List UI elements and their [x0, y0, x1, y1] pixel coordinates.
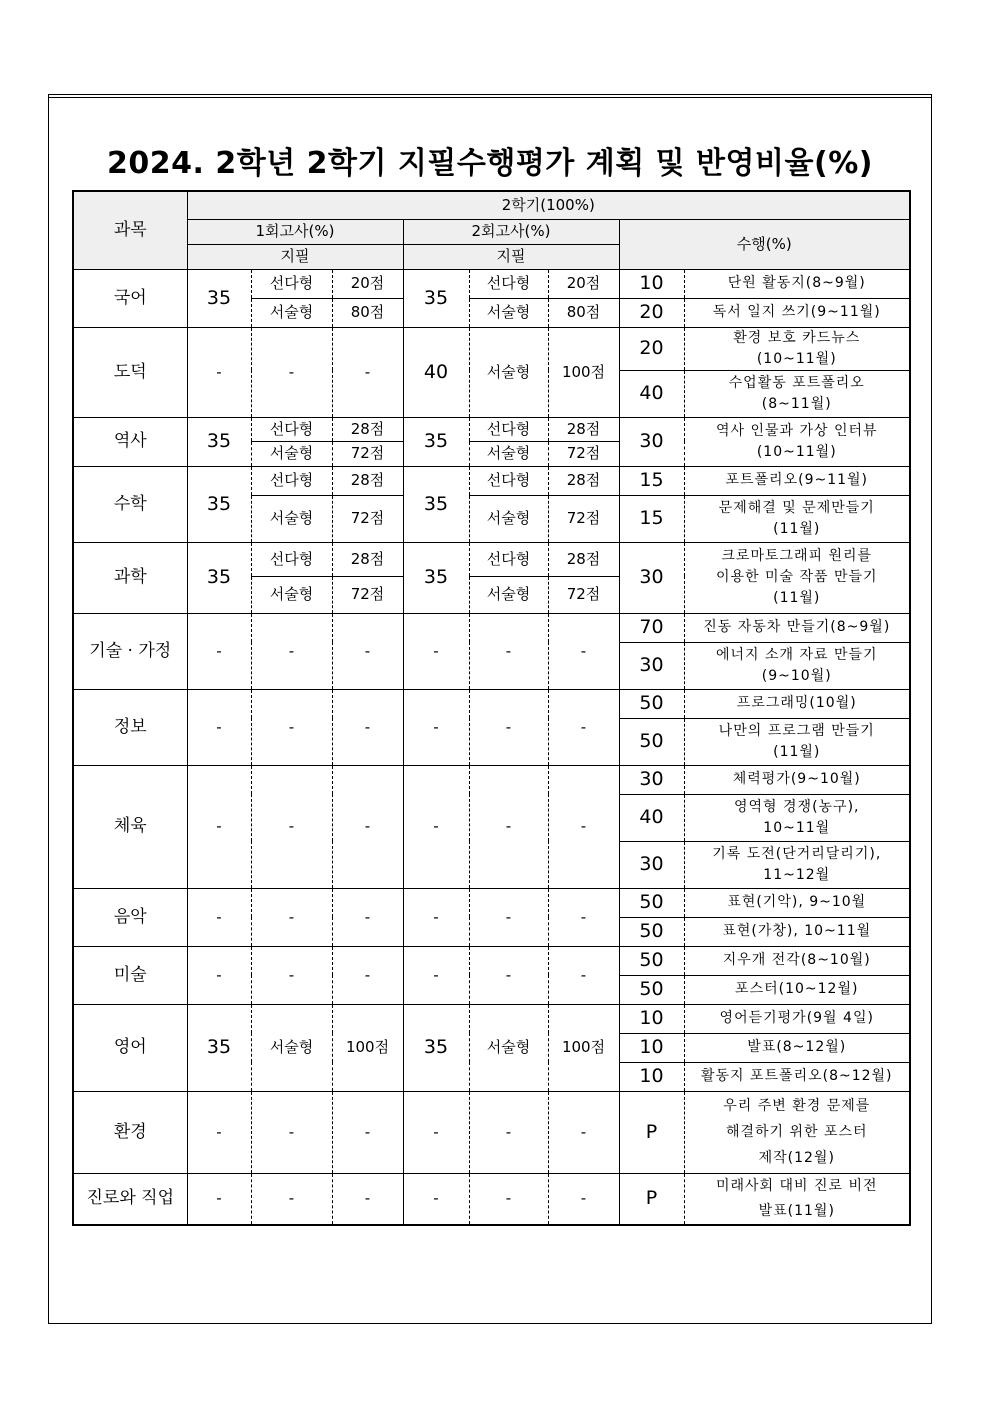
exam1-weight: -	[187, 765, 251, 888]
exam1-type: 서술형	[251, 495, 332, 542]
exam2-score: 80점	[548, 298, 619, 327]
exam1-score: 100점	[332, 1004, 403, 1091]
exam2-weight: 35	[403, 1004, 469, 1091]
perf-desc-line: 우리 주변 환경 문제를	[723, 1098, 871, 1114]
subject-cell: 과학	[73, 542, 187, 613]
exam2-weight: 35	[403, 269, 469, 327]
assessment-plan-table	[72, 190, 911, 1226]
exam2-type: 선다형	[469, 269, 548, 298]
exam1-weight: -	[187, 327, 251, 417]
exam1-type: 선다형	[251, 417, 332, 441]
perf-weight: 30	[619, 542, 684, 613]
exam1-type: -	[251, 613, 332, 689]
subject-cell: 도덕	[73, 327, 187, 417]
subject-cell: 환경	[73, 1091, 187, 1173]
exam2-type: 서술형	[469, 495, 548, 542]
subject-cell: 미술	[73, 946, 187, 1004]
exam1-type: 서술형	[251, 1004, 332, 1091]
exam1-type: -	[251, 888, 332, 946]
table-row	[73, 765, 910, 794]
exam2-score: 28점	[548, 466, 619, 495]
header-performance: 수행(%)	[619, 219, 910, 269]
perf-weight: 50	[619, 718, 684, 765]
exam2-score: 72점	[548, 495, 619, 542]
exam1-score: 28점	[332, 466, 403, 495]
perf-desc: 포스터(10~12월)	[684, 975, 910, 1004]
exam1-type: 선다형	[251, 466, 332, 495]
page-frame-double-line	[48, 97, 932, 98]
header-semester: 2학기(100%)	[187, 191, 910, 219]
perf-desc: 진동 자동차 만들기(8~9월)	[684, 613, 910, 642]
perf-weight: 15	[619, 495, 684, 542]
perf-weight: 40	[619, 794, 684, 841]
perf-desc	[684, 417, 910, 466]
exam2-type: 서술형	[469, 1004, 548, 1091]
perf-desc	[684, 718, 910, 765]
perf-desc-line: 해결하기 위한 포스터	[725, 1124, 868, 1140]
exam2-type: 서술형	[469, 327, 548, 417]
exam2-weight: -	[403, 689, 469, 765]
perf-desc-line: 환경 보호 카드뉴스	[733, 329, 861, 346]
perf-desc-line: 미래사회 대비 진로 비전	[715, 1177, 878, 1194]
subject-cell: 수학	[73, 466, 187, 542]
perf-desc: 체력평가(9~10월)	[684, 765, 910, 794]
exam1-weight: -	[187, 689, 251, 765]
perf-weight: P	[619, 1173, 684, 1225]
exam1-score: 28점	[332, 542, 403, 576]
table-row	[73, 542, 910, 576]
exam2-type: -	[469, 946, 548, 1004]
header-subject: 과목	[73, 191, 187, 269]
exam2-weight: -	[403, 765, 469, 888]
table-row	[73, 946, 910, 975]
subject-cell: 음악	[73, 888, 187, 946]
perf-desc-line: 발표(11월)	[758, 1202, 835, 1219]
exam1-score: -	[332, 765, 403, 888]
perf-weight: 30	[619, 417, 684, 466]
perf-weight: 50	[619, 975, 684, 1004]
perf-weight: 15	[619, 466, 684, 495]
table-row	[73, 888, 910, 917]
perf-desc: 발표(8~12월)	[684, 1033, 910, 1062]
perf-desc-line: (8~11월)	[761, 395, 832, 412]
perf-desc-line: (9~10월)	[761, 667, 832, 684]
exam1-weight: -	[187, 613, 251, 689]
exam1-weight: 35	[187, 466, 251, 542]
perf-desc: 표현(가창), 10~11월	[684, 917, 910, 946]
exam2-score: -	[548, 765, 619, 888]
exam1-weight: -	[187, 888, 251, 946]
exam1-weight: 35	[187, 417, 251, 466]
subject-cell: 기술 · 가정	[73, 613, 187, 689]
exam1-type: -	[251, 1091, 332, 1173]
perf-desc-line: 문제해결 및 문제만들기	[718, 499, 875, 516]
header-row-2	[73, 219, 910, 244]
perf-desc	[684, 327, 910, 370]
perf-desc-line: 제작(12월)	[758, 1150, 835, 1166]
exam2-weight: -	[403, 613, 469, 689]
exam1-weight: 35	[187, 542, 251, 613]
perf-desc-line: (11월)	[773, 590, 821, 606]
perf-desc-line: 에너지 소개 자료 만들기	[715, 646, 878, 663]
exam2-weight: 35	[403, 542, 469, 613]
exam1-score: 28점	[332, 417, 403, 441]
perf-desc	[684, 495, 910, 542]
exam1-type: -	[251, 765, 332, 888]
exam2-type: -	[469, 765, 548, 888]
exam2-score: 72점	[548, 576, 619, 613]
exam2-weight: 35	[403, 417, 469, 466]
exam2-type: -	[469, 1173, 548, 1225]
exam1-score: -	[332, 613, 403, 689]
exam2-type: -	[469, 888, 548, 946]
subject-cell: 정보	[73, 689, 187, 765]
table-row	[73, 466, 910, 495]
header-written-2: 지필	[403, 244, 619, 269]
exam1-score: -	[332, 1091, 403, 1173]
exam2-weight: -	[403, 1091, 469, 1173]
exam1-weight: -	[187, 946, 251, 1004]
perf-desc	[684, 794, 910, 841]
perf-desc	[684, 370, 910, 417]
subject-cell: 체육	[73, 765, 187, 888]
exam1-weight: -	[187, 1091, 251, 1173]
perf-desc-line: 역사 인물과 가상 인터뷰	[715, 422, 878, 439]
exam2-type: 선다형	[469, 417, 548, 441]
exam2-type: 서술형	[469, 441, 548, 466]
perf-desc-line: (10~11월)	[756, 443, 837, 460]
exam2-score: -	[548, 1091, 619, 1173]
header-written-1: 지필	[187, 244, 403, 269]
exam1-weight: -	[187, 1173, 251, 1225]
perf-desc-line: 수업활동 포트폴리오	[728, 374, 865, 391]
exam1-weight: 35	[187, 269, 251, 327]
perf-desc	[684, 1173, 910, 1225]
exam1-type: 서술형	[251, 441, 332, 466]
exam1-type: 서술형	[251, 298, 332, 327]
perf-desc: 영어듣기평가(9월 4일)	[684, 1004, 910, 1033]
perf-desc-line: 이용한 미술 작품 만들기	[715, 569, 878, 585]
perf-desc: 활동지 포트폴리오(8~12월)	[684, 1062, 910, 1091]
exam1-score: -	[332, 946, 403, 1004]
table-row	[73, 417, 910, 441]
perf-weight: 70	[619, 613, 684, 642]
perf-weight: 10	[619, 1004, 684, 1033]
table-row	[73, 269, 910, 298]
perf-desc-line: (10~11월)	[756, 350, 837, 367]
perf-desc	[684, 1091, 910, 1173]
perf-desc: 단원 활동지(8~9월)	[684, 269, 910, 298]
exam1-weight: 35	[187, 1004, 251, 1091]
exam2-weight: -	[403, 888, 469, 946]
exam2-weight: 35	[403, 466, 469, 542]
exam2-score: 28점	[548, 542, 619, 576]
perf-weight: 50	[619, 946, 684, 975]
perf-desc-line: 크로마토그래피 원리를	[721, 548, 873, 564]
exam2-type: 서술형	[469, 298, 548, 327]
perf-weight: 50	[619, 689, 684, 718]
exam2-type: -	[469, 689, 548, 765]
header-exam2: 2회고사(%)	[403, 219, 619, 244]
exam2-score: 28점	[548, 417, 619, 441]
table-row	[73, 1173, 910, 1225]
subject-cell: 진로와 직업	[73, 1173, 187, 1225]
perf-desc	[684, 841, 910, 888]
exam1-score: -	[332, 888, 403, 946]
exam1-type: -	[251, 1173, 332, 1225]
header-exam1: 1회고사(%)	[187, 219, 403, 244]
exam1-score: 72점	[332, 576, 403, 613]
table-row	[73, 613, 910, 642]
subject-cell: 국어	[73, 269, 187, 327]
perf-desc: 지우개 전각(8~10월)	[684, 946, 910, 975]
exam2-score: -	[548, 946, 619, 1004]
perf-weight: 30	[619, 765, 684, 794]
exam2-score: 100점	[548, 327, 619, 417]
perf-desc-line: (11월)	[773, 520, 821, 537]
exam2-type: 서술형	[469, 576, 548, 613]
page-title: 2024. 2학년 2학기 지필수행평가 계획 및 반영비율(%)	[107, 146, 873, 181]
exam1-score: 20점	[332, 269, 403, 298]
perf-weight: 10	[619, 269, 684, 298]
perf-weight: 10	[619, 1033, 684, 1062]
perf-desc-line: (11월)	[773, 743, 821, 760]
perf-desc: 표현(기악), 9~10월	[684, 888, 910, 917]
exam1-type: -	[251, 327, 332, 417]
exam1-score: -	[332, 1173, 403, 1225]
header-row-1	[73, 191, 910, 219]
perf-weight: 30	[619, 841, 684, 888]
perf-weight: 30	[619, 642, 684, 689]
exam2-score: -	[548, 1173, 619, 1225]
perf-weight: 20	[619, 327, 684, 370]
exam1-score: 72점	[332, 441, 403, 466]
perf-desc-line: 나만의 프로그램 만들기	[718, 722, 875, 739]
exam1-type: -	[251, 946, 332, 1004]
table-row	[73, 689, 910, 718]
perf-desc: 독서 일지 쓰기(9~11월)	[684, 298, 910, 327]
perf-weight: 50	[619, 888, 684, 917]
exam2-type: -	[469, 1091, 548, 1173]
exam2-score: -	[548, 888, 619, 946]
perf-desc	[684, 642, 910, 689]
exam2-weight: -	[403, 1173, 469, 1225]
perf-desc-line: 기록 도전(단거리달리기),	[712, 845, 882, 862]
perf-weight: 20	[619, 298, 684, 327]
exam2-score: 100점	[548, 1004, 619, 1091]
table-row	[73, 1004, 910, 1033]
exam1-type: 서술형	[251, 576, 332, 613]
perf-desc	[684, 542, 910, 613]
exam2-score: 20점	[548, 269, 619, 298]
perf-desc: 프로그래밍(10월)	[684, 689, 910, 718]
exam2-weight: -	[403, 946, 469, 1004]
perf-desc-line: 영역형 경쟁(농구),	[734, 798, 860, 815]
subject-cell: 영어	[73, 1004, 187, 1091]
exam2-score: 72점	[548, 441, 619, 466]
exam1-score: -	[332, 327, 403, 417]
exam1-score: -	[332, 689, 403, 765]
exam1-score: 80점	[332, 298, 403, 327]
exam2-type: -	[469, 613, 548, 689]
subject-cell: 역사	[73, 417, 187, 466]
perf-weight: 40	[619, 370, 684, 417]
perf-desc-line: 11~12월	[763, 866, 831, 883]
exam2-type: 선다형	[469, 466, 548, 495]
table-row	[73, 327, 910, 370]
exam2-type: 선다형	[469, 542, 548, 576]
exam2-score: -	[548, 689, 619, 765]
exam2-weight: 40	[403, 327, 469, 417]
exam1-type: -	[251, 689, 332, 765]
exam1-type: 선다형	[251, 542, 332, 576]
table-row	[73, 1091, 910, 1173]
exam1-score: 72점	[332, 495, 403, 542]
perf-weight: 50	[619, 917, 684, 946]
perf-weight: 10	[619, 1062, 684, 1091]
perf-desc: 포트폴리오(9~11월)	[684, 466, 910, 495]
perf-weight: P	[619, 1091, 684, 1173]
exam2-score: -	[548, 613, 619, 689]
exam1-type: 선다형	[251, 269, 332, 298]
perf-desc-line: 10~11월	[763, 819, 831, 836]
